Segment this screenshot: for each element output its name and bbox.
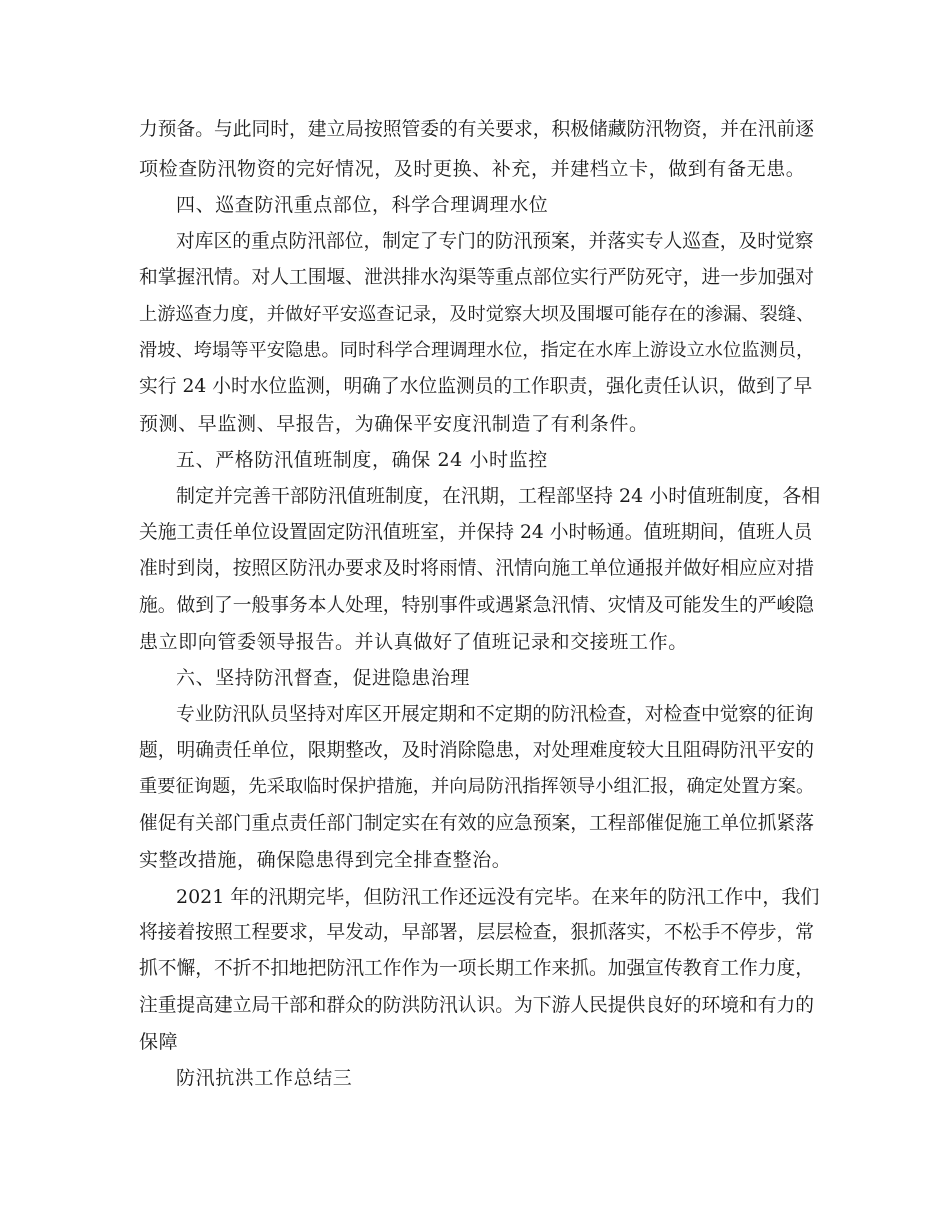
text-line: 患立即向管委领导报告。并认真做好了值班记录和交接班工作。	[139, 631, 688, 653]
text-line: 保障	[139, 1031, 179, 1053]
section-heading: 六、坚持防汛督查，促进隐患治理	[176, 667, 471, 689]
text-line: 专业防汛队员坚持对库区开展定期和不定期的防汛检查，对检查中觉察的征询	[176, 704, 814, 725]
text-line: 实整改措施，确保隐患得到完全排查整治。	[139, 849, 512, 871]
section-heading: 四、巡查防汛重点部位，科学合理调理水位	[176, 194, 549, 216]
text-line: 力预备。与此同时，建立局按照管委的有关要求，积极储藏防汛物资，并在汛前逐	[139, 119, 814, 140]
text-line: 题，明确责任单位，限期整改，及时消除隐患，对处理难度较大且阻碍防汛平安的	[139, 740, 814, 761]
text-line: 重要征询题，先采取临时保护措施，并向局防汛指挥领导小组汇报，确定处置方案。	[139, 776, 815, 797]
text-line: 将接着按照工程要求，早发动，早部署，层层检查，狠抓落实，不松手不停步，常	[139, 922, 814, 943]
text-line: 注重提高建立局干部和群众的防洪防汛认识。为下游人民提供良好的环境和有力的	[139, 995, 814, 1016]
text-line: 对库区的重点防汛部位，制定了专门的防汛预案，并落实专人巡查，及时觉察	[176, 231, 814, 252]
text-line: 项检查防汛物资的完好情况，及时更换、补充，并建档立卡，做到有备无患。	[139, 158, 806, 180]
text-line: 制定并完善干部防汛值班制度，在汛期，工程部坚持 24 小时值班制度，各相	[176, 485, 821, 507]
text-line: 关施工责任单位设置固定防汛值班室，并保持 24 小时畅通。值班期间，值班人员	[139, 522, 813, 543]
text-line: 上游巡查力度，并做好平安巡查记录，及时觉察大坝及围堰可能存在的渗漏、裂缝、	[139, 304, 815, 325]
text-line: 抓不懈，不折不扣地把防汛工作作为一项长期工作来抓。加强宣传教育工作力度，	[139, 958, 814, 979]
text-line: 和掌握汛情。对人工围堰、泄洪排水沟渠等重点部位实行严防死守，进一步加强对	[139, 267, 814, 288]
text-line: 2021 年的汛期完毕，但防汛工作还远没有完毕。在来年的防汛工作中，我们	[176, 886, 820, 908]
text-line: 催促有关部门重点责任部门制定实在有效的应急预案，工程部催促施工单位抓紧落	[139, 813, 814, 834]
text-line: 实行 24 小时水位监测，明确了水位监测员的工作职责，强化责任认识，做到了早	[139, 376, 813, 397]
text-line: 预测、早监测、早报告，为确保平安度汛制造了有利条件。	[139, 413, 649, 435]
text-line: 准时到岗，按照区防汛办要求及时将雨情、汛情向施工单位通报并做好相应应对措	[139, 558, 814, 579]
section-heading: 五、严格防汛值班制度，确保 24 小时监控	[176, 449, 548, 471]
text-line: 施。做到了一般事务本人处理，特别事件或遇紧急汛情、灾情及可能发生的严峻隐	[139, 595, 814, 616]
section-title: 防汛抗洪工作总结三	[176, 1067, 353, 1089]
text-line: 滑坡、垮塌等平安隐患。同时科学合理调理水位，指定在水库上游设立水位监测员，	[139, 340, 815, 361]
